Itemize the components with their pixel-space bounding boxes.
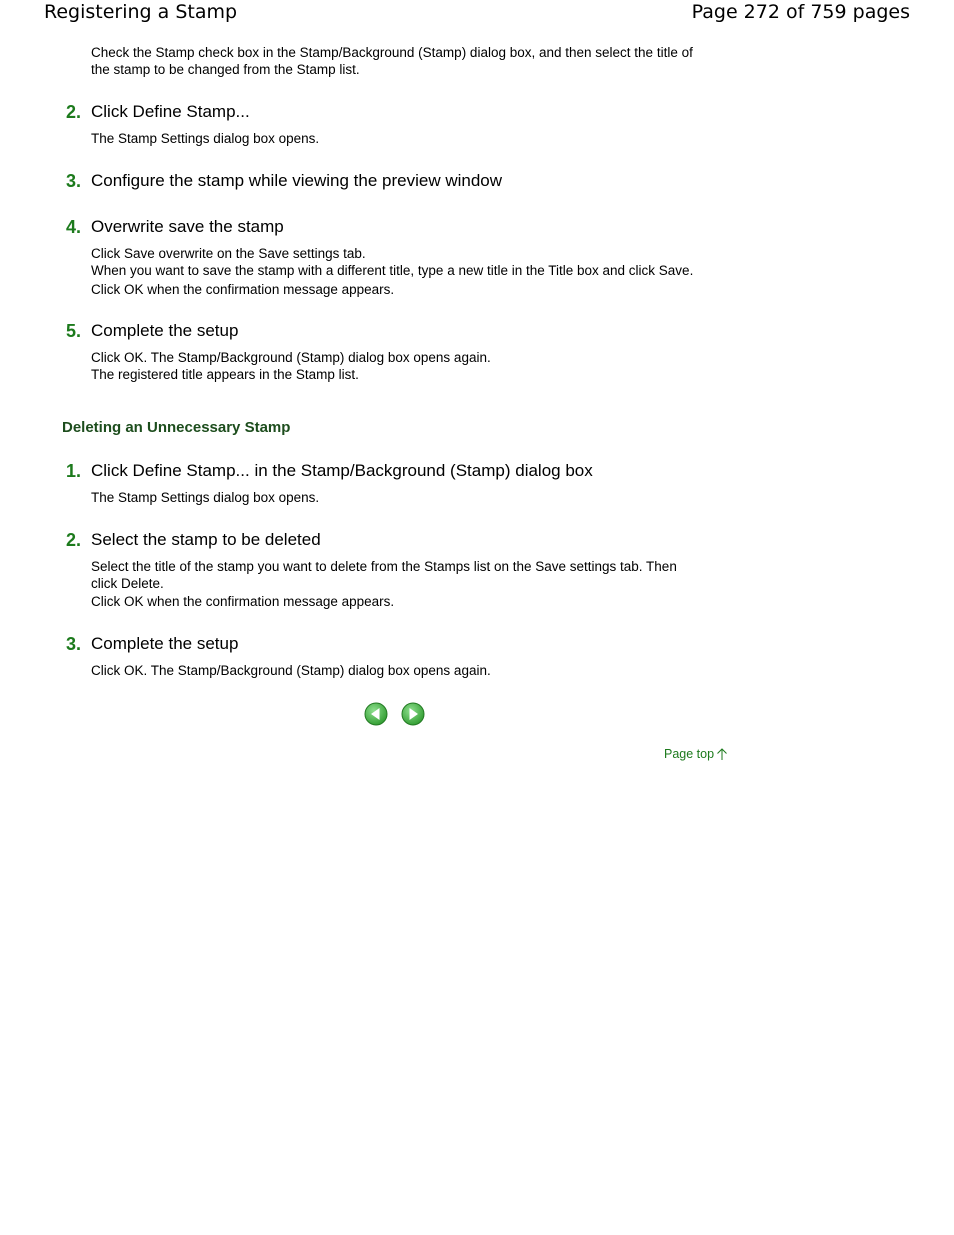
step-body <box>91 245 731 298</box>
step-title: Complete the setup <box>91 634 239 653</box>
step-body <box>91 130 731 147</box>
step-body-line: The Stamp Settings dialog box opens. <box>91 131 320 146</box>
step-title: Complete the setup <box>91 321 239 340</box>
intro-line: the stamp to be changed from the Stamp list. <box>91 62 360 77</box>
step-body-line: Click OK when the confirmation message appears. <box>91 282 395 297</box>
step-body-line: Click Save overwrite on the Save settings tab. <box>91 246 366 261</box>
step-body <box>91 349 731 383</box>
step-number: 2. <box>66 102 82 122</box>
step-number: 4. <box>66 217 82 237</box>
step-title: Click Define Stamp... in the Stamp/Background (Stamp) dialog box <box>91 461 593 480</box>
intro-paragraph <box>91 44 731 78</box>
step-body <box>91 489 731 506</box>
step-body-line: Click OK when the confirmation message appears. <box>91 594 395 609</box>
step-number: 3. <box>66 634 82 654</box>
step-body <box>91 558 731 610</box>
step-body-line: Click OK. The Stamp/Background (Stamp) dialog box opens again. <box>91 663 491 678</box>
step-body-line: Click OK. The Stamp/Background (Stamp) dialog box opens again. <box>91 350 491 365</box>
step-number: 2. <box>66 530 82 550</box>
page-count: Page 272 of 759 pages <box>691 1 910 23</box>
step-body-line: Select the title of the stamp you want to delete from the Stamps list on the Save settings tab. Then <box>91 559 677 574</box>
page-header-title: Registering a Stamp <box>44 1 238 23</box>
step-title: Overwrite save the stamp <box>91 217 284 236</box>
left-arrow-circle-icon[interactable] <box>364 702 388 726</box>
step-body-line: When you want to save the stamp with a different title, type a new title in the Title box and click Save. <box>91 263 694 278</box>
step-body-line: The registered title appears in the Stamp list. <box>91 367 359 382</box>
section-heading: Deleting an Unnecessary Stamp <box>62 419 291 436</box>
right-arrow-circle-icon[interactable] <box>401 702 425 726</box>
step-body-line: The Stamp Settings dialog box opens. <box>91 490 320 505</box>
step-number: 5. <box>66 321 82 341</box>
up-arrow-icon <box>716 747 728 761</box>
step-title: Click Define Stamp... <box>91 102 250 121</box>
step-body-line: click Delete. <box>91 576 164 591</box>
step-title: Select the stamp to be deleted <box>91 530 321 549</box>
step-title: Configure the stamp while viewing the preview window <box>91 171 503 190</box>
step-body <box>91 662 731 679</box>
page-navigation <box>364 702 425 726</box>
page-top-label: Page top <box>664 747 715 761</box>
step-number: 1. <box>66 461 82 481</box>
step-number: 3. <box>66 171 82 191</box>
page-top-link[interactable] <box>664 746 728 762</box>
intro-line: Check the Stamp check box in the Stamp/Background (Stamp) dialog box, and then select the title of <box>91 45 693 60</box>
